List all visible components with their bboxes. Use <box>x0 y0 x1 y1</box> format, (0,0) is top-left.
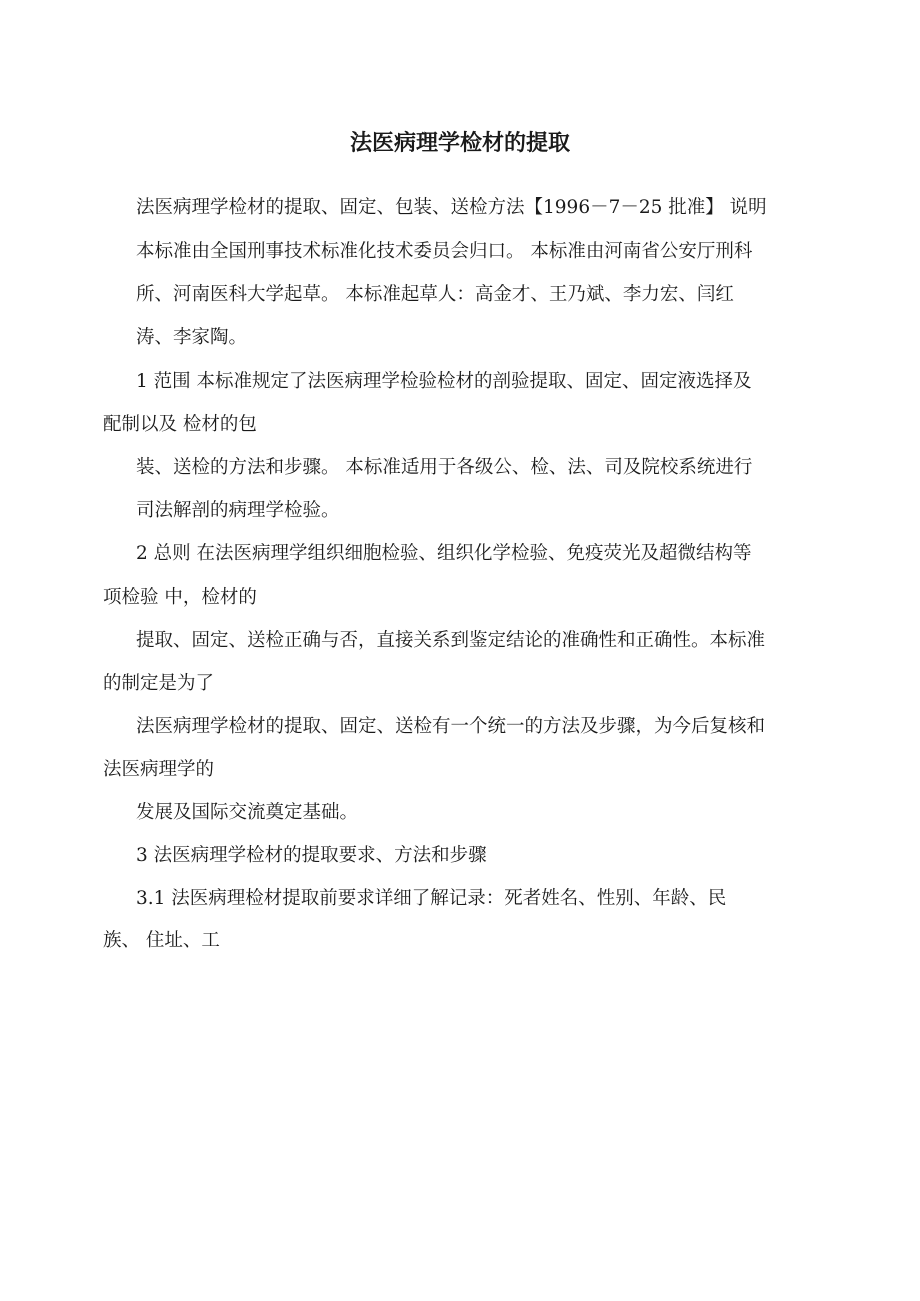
text-line: 法医病理学检材的提取、固定、包装、送检方法【1996－7－25 批准】 说明 <box>136 197 767 218</box>
text-line: 3.1 法医病理检材提取前要求详细了解记录：死者姓名、性别、年龄、民 <box>136 888 727 909</box>
text-line: 的制定是为了 <box>103 673 215 694</box>
text-line: 1 范围 本标准规定了法医病理学检验检材的剖验提取、固定、固定液选择及 <box>136 371 752 392</box>
text-line: 族、 住址、工 <box>103 930 220 951</box>
text-line: 法医病理学检材的提取、固定、送检有一个统一的方法及步骤，为今后复核和 <box>136 716 766 737</box>
text-line: 配制以及 检材的包 <box>103 414 257 435</box>
text-line: 装、送检的方法和步骤。 本标准适用于各级公、检、法、司及院校系统进行 <box>136 457 753 478</box>
document-title: 法医病理学检材的提取 <box>349 131 570 156</box>
text-line: 发展及国际交流奠定基础。 <box>136 802 359 823</box>
text-line: 3 法医病理学检材的提取要求、方法和步骤 <box>136 845 487 866</box>
text-line: 项检验 中，检材的 <box>103 587 257 608</box>
text-line: 提取、固定、送检正确与否，直接关系到鉴定结论的准确性和正确性。本标准 <box>136 630 766 651</box>
text-line: 本标准由全国刑事技术标准化技术委员会归口。 本标准由河南省公安厅刑科 <box>136 241 753 262</box>
text-line: 涛、李家陶。 <box>136 327 248 348</box>
text-line: 所、河南医科大学起草。 本标准起草人：高金才、王乃斌、李力宏、闫红 <box>136 284 734 305</box>
text-line: 2 总则 在法医病理学组织细胞检验、组织化学检验、免疫荧光及超微结构等 <box>136 543 752 564</box>
text-line: 司法解剖的病理学检验。 <box>136 500 340 521</box>
text-line: 法医病理学的 <box>103 759 215 780</box>
